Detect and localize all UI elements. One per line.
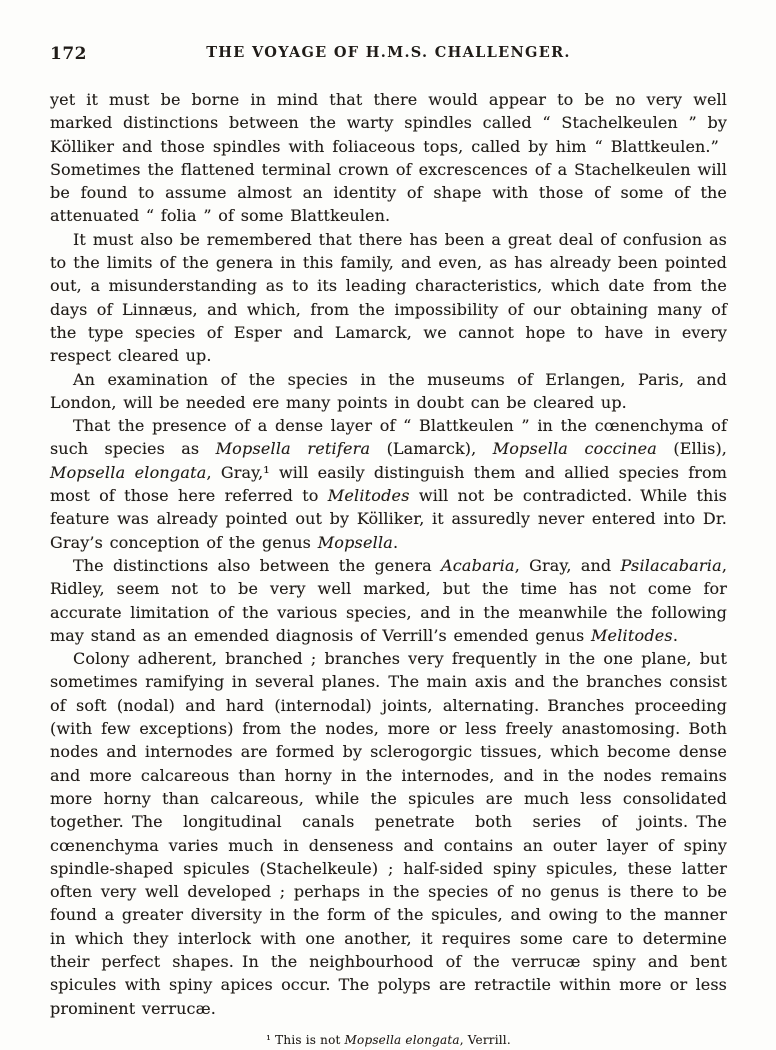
paragraph: An examination of the species in the museums of Erlangen, Paris, and London, will be needed ere many points in doubt can be cleared up. bbox=[50, 369, 727, 412]
running-title: THE VOYAGE OF H.M.S. CHALLENGER. bbox=[206, 44, 571, 61]
paragraph: yet it must be borne in mind that there would appear to be no very well marked distinctions between the warty spindles called “ Stachelkeulen ” by Kölliker and those spindles with foliaceous tops, called by him “ Blattkeulen.” Sometimes the flattened terminal crown of excrescences of a Stachelkeulen will be found to assume almost an identity of shape with those of some of the attenuated “ folia ” of some Blattkeulen. bbox=[50, 90, 727, 226]
italic-term: Acabaria bbox=[440, 555, 515, 575]
paragraph: It must also be remembered that there has been a great deal of confusion as to the limits of the genera in this family, and even, as has already been pointed out, a misunderstanding as to its leading characteristics, which date from the days of Linnæus, and which, from the impossibility of our obtaining many of the type species of Esper and Lamarck, we cannot hope to have in every respect cleared up. bbox=[50, 229, 727, 366]
paragraph: Colony adherent, branched ; branches very frequently in the one plane, but sometimes ramifying in several planes. The main axis and the branches consist of soft (nodal) and hard (internodal) joints, alternating. Branches proceeding (with few exceptions) from the nodes, more or less freely anastomosing. Both nodes and internodes are formed by sclerogorgic tissues, which become dense and more calcareous than horny in the internodes, and in the nodes remains more horny than calcareous, while the spicules are much less consolidated together. The longitudinal canals penetrate both series of joints. The cœnenchyma varies much in denseness and contains an outer layer of spiny spindle-shaped spicules (Stachelkeule) ; half-sided spiny spicules, these latter often very well developed ; perhaps in the species of no genus is there to be found a greater diversity in the form of the spicules, and owing to the manner in which they interlock with one another, it requires some care to determine their perfect shapes. In the neighbourhood of the verrucæ spiny and bent spicules with spiny apices occur. The polyps are retractile within more or less prominent verrucæ. bbox=[50, 649, 727, 1018]
italic-term: Mopsella bbox=[317, 532, 393, 552]
italic-term: Melitodes bbox=[590, 625, 673, 645]
italic-term: Mopsella coccinea bbox=[492, 439, 658, 459]
page-header bbox=[50, 44, 727, 64]
paragraph: That the presence of a dense layer of “ Blattkeulen ” in the cœnenchyma of such species as Mopsella retifera (Lamarck), Mopsella coccinea (Ellis), Mopsella elongata, Gray,¹ will easily distinguish them and allied species from most of those here referred to Melitodes will not be contradicted. While this feature was already pointed out by Kölliker, it assuredly never entered into Dr. Gray’s conception of the genus Mopsella. bbox=[50, 416, 727, 552]
body-paragraphs bbox=[50, 88, 727, 1020]
page-number: 172 bbox=[50, 44, 87, 64]
italic-term: Mopsella elongata bbox=[344, 1032, 460, 1047]
italic-term: Mopsella retifera bbox=[215, 439, 371, 459]
italic-term: Melitodes bbox=[327, 486, 410, 506]
paragraph: The distinctions also between the genera Acabaria, Gray, and Psilacabaria, Ridley, seem not to be very well marked, but the time has not come for accurate limitation of the various species, and in the meanwhile the following may stand as an emended diagnosis of Verrill’s emended genus Melitodes. bbox=[50, 555, 727, 645]
footnote: ¹ This is not Mopsella elongata, Verrill. bbox=[266, 1032, 511, 1047]
italic-term: Psilacabaria bbox=[620, 555, 722, 575]
italic-term: Mopsella elongata bbox=[50, 462, 207, 482]
